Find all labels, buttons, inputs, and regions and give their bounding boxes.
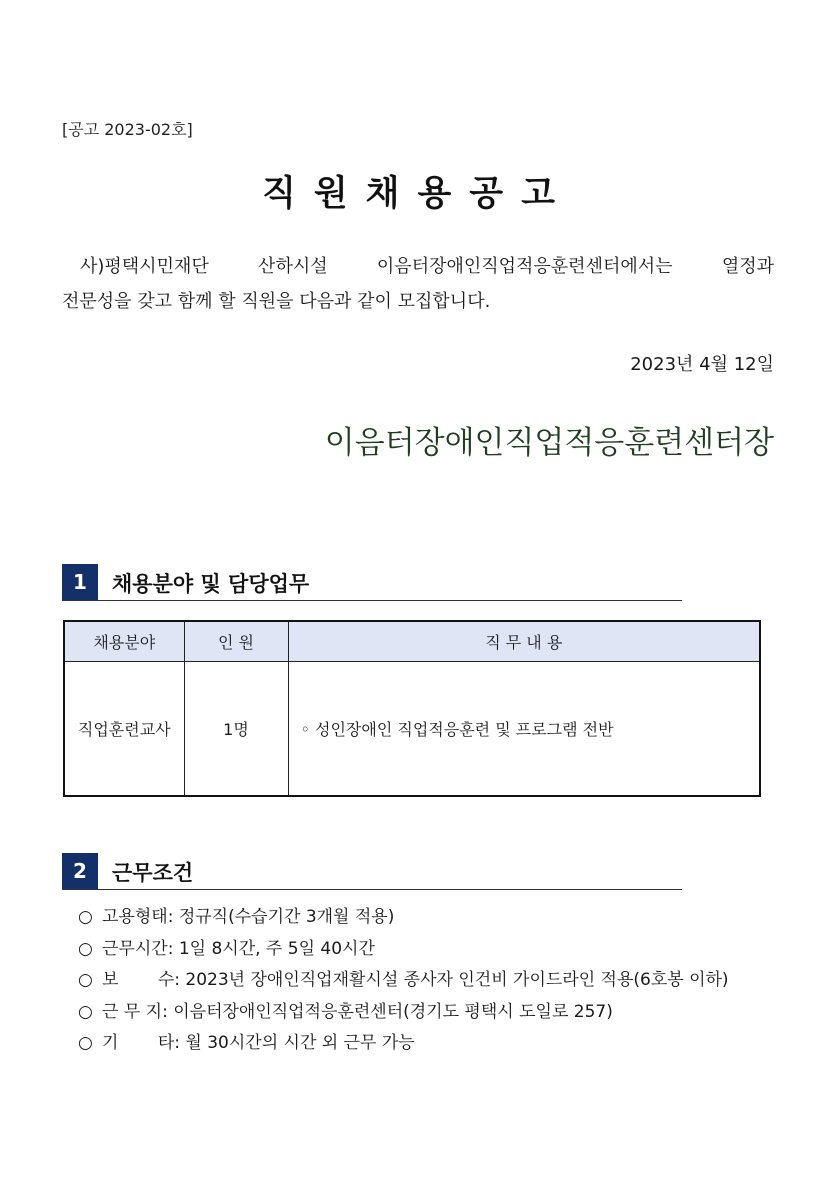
notice-number: [공고 2023-02호] xyxy=(62,120,193,139)
conditions-list xyxy=(78,902,729,1060)
table-header-field: 채용분야 xyxy=(64,621,184,662)
circle-bullet-icon: ○ xyxy=(78,1033,93,1053)
list-item xyxy=(78,997,729,1029)
cell-count: 1명 xyxy=(184,662,288,797)
section-1-header xyxy=(62,564,682,601)
condition-label: 기 타: xyxy=(102,1033,180,1053)
list-item xyxy=(78,902,729,934)
table-row xyxy=(64,662,760,797)
condition-label: 근무시간: xyxy=(102,938,174,959)
circle-bullet-icon: ○ xyxy=(78,907,93,927)
intro-line-1: 사)평택시민재단 산하시설 이음터장애인직업적응훈련센터에서는 열정과 xyxy=(80,256,774,277)
condition-value: 정규직(수습기간 3개월 적용) xyxy=(178,907,395,927)
condition-value: 2023년 장애인직업재활시설 종사자 인건비 가이드라인 적용(6호봉 이하) xyxy=(185,970,729,990)
section-2-number: 2 xyxy=(62,853,98,889)
cell-duty: ◦ 성인장애인 직업적응훈련 및 프로그램 전반 xyxy=(288,662,760,797)
circle-bullet-icon: ○ xyxy=(78,970,93,990)
list-item xyxy=(78,934,729,966)
page-title: 직원채용공고 xyxy=(262,174,573,214)
list-item xyxy=(78,965,729,997)
section-2-header xyxy=(62,853,682,890)
intro-line-2: 전문성을 갖고 함께 할 직원을 다음과 같이 모집합니다. xyxy=(62,291,491,312)
announcement-date: 2023년 4월 12일 xyxy=(630,354,774,375)
table-header-duty: 직 무 내 용 xyxy=(288,621,760,662)
section-2-title: 근무조건 xyxy=(112,861,194,885)
cell-field: 직업훈련교사 xyxy=(64,662,184,797)
circle-bullet-icon: ○ xyxy=(78,938,93,959)
intro-paragraph xyxy=(62,249,774,319)
condition-value: 이음터장애인직업적응훈련센터(경기도 평택시 도일로 257) xyxy=(173,1001,613,1022)
condition-value: 월 30시간의 시간 외 근무 가능 xyxy=(185,1033,415,1053)
table-header-count: 인 원 xyxy=(184,621,288,662)
jobs-table xyxy=(63,620,761,797)
circle-bullet-icon: ○ xyxy=(78,1001,93,1022)
condition-label: 근 무 지: xyxy=(102,1001,168,1022)
section-1-title: 채용분야 및 담당업무 xyxy=(112,572,310,596)
condition-label: 보 수: xyxy=(102,970,180,990)
condition-label: 고용형태: xyxy=(102,907,174,927)
section-1-number: 1 xyxy=(62,564,98,600)
list-item xyxy=(78,1028,729,1060)
organization-name: 이음터장애인직업적응훈련센터장 xyxy=(324,425,774,461)
condition-value: 1일 8시간, 주 5일 40시간 xyxy=(178,938,375,959)
table-header-row xyxy=(64,621,760,662)
